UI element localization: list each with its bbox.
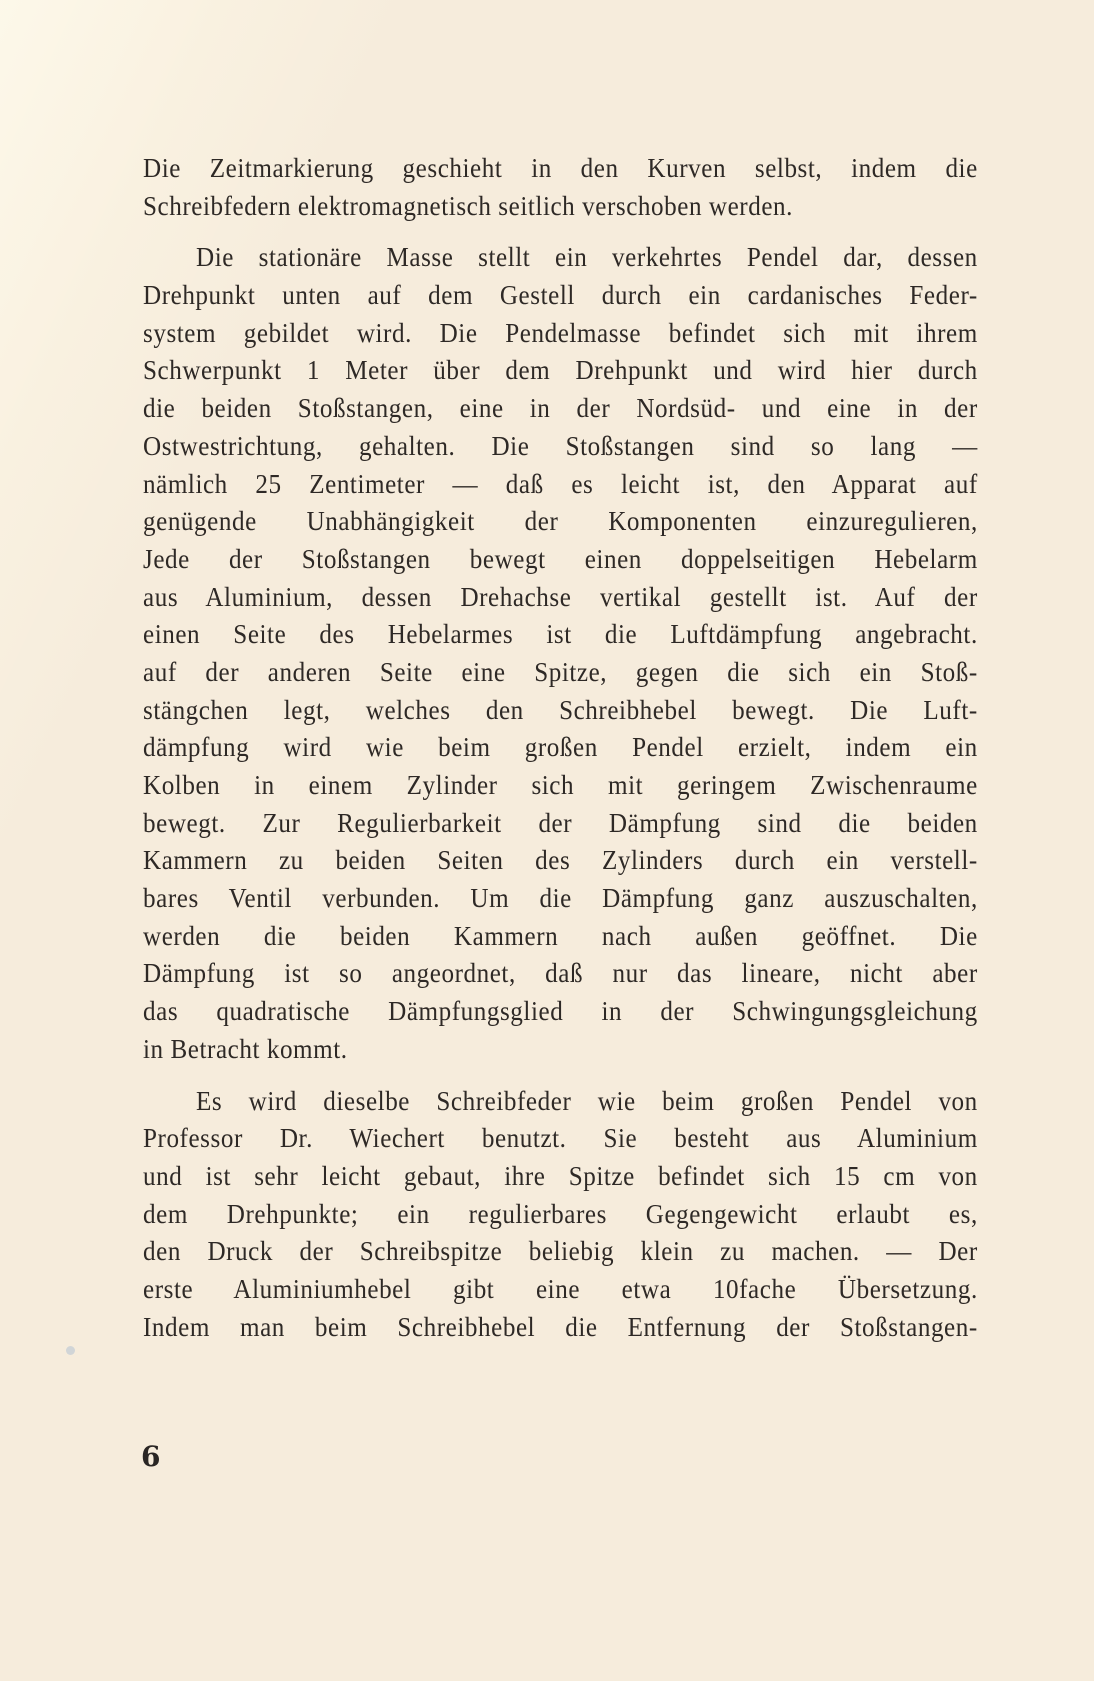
text-line: genügende Unabhängigkeit der Komponenten einzuregulieren, — [143, 506, 978, 537]
text-line: den Druck der Schreibspitze beliebig klein zu machen. — Der — [143, 1236, 978, 1267]
text-line: Schwerpunkt 1 Meter über dem Drehpunkt und wird hier durch — [143, 355, 978, 386]
paragraph-2 — [143, 239, 978, 1068]
text-line: system gebildet wird. Die Pendelmasse befindet sich mit ihrem — [143, 317, 978, 348]
text-line: Kolben in einem Zylinder sich mit geringem Zwischenraume — [143, 770, 978, 800]
text-line: Ostwestrichtung, gehalten. Die Stoßstangen sind so lang — — [143, 430, 978, 461]
paragraph-3 — [143, 1083, 978, 1347]
text-line: Dämpfung ist so angeordnet, daß nur das lineare, nicht aber — [143, 958, 978, 989]
text-line: dämpfung wird wie beim großen Pendel erzielt, indem ein — [143, 732, 978, 763]
text-line: Professor Dr. Wiechert benutzt. Sie besteht aus Aluminium — [143, 1123, 978, 1154]
text-line: nämlich 25 Zentimeter — daß es leicht ist, den Apparat auf — [143, 468, 978, 499]
text-line: erste Aluminiumhebel gibt eine etwa 10fache Übersetzung. — [143, 1273, 978, 1304]
text-line: bares Ventil verbunden. Um die Dämpfung ganz auszuschalten, — [143, 883, 978, 914]
paper-blemish — [66, 1346, 75, 1355]
text-line: stängchen legt, welches den Schreibhebel bewegt. Die Luft- — [143, 694, 978, 725]
paragraph-1 — [143, 150, 978, 225]
text-line: einen Seite des Hebelarmes ist die Luftdämpfung angebracht. — [143, 619, 978, 650]
text-line: Kammern zu beiden Seiten des Zylinders durch ein verstell- — [143, 845, 978, 876]
text-line: aus Aluminium, dessen Drehachse vertikal gestellt ist. Auf der — [143, 581, 978, 612]
text-line: dem Drehpunkte; ein regulierbares Gegengewicht erlaubt es, — [143, 1198, 978, 1229]
text-line: Schreibfedern elektromagnetisch seitlich verschoben werden. — [143, 190, 793, 221]
text-line: Die stationäre Masse stellt ein verkehrtes Pendel dar, dessen — [196, 242, 978, 273]
text-line: Indem man beim Schreibhebel die Entfernung der Stoßstangen- — [143, 1311, 978, 1342]
text-line: Die Zeitmarkierung geschieht in den Kurven selbst, indem die — [143, 153, 978, 183]
page-number: 6 — [141, 1440, 161, 1473]
text-line: das quadratische Dämpfungsglied in der Schwingungsgleichung — [143, 996, 978, 1027]
text-line: auf der anderen Seite eine Spitze, gegen die sich ein Stoß- — [143, 656, 978, 687]
text-line: werden die beiden Kammern nach außen geöffnet. Die — [143, 920, 978, 951]
text-line: und ist sehr leicht gebaut, ihre Spitze befindet sich 15 cm von — [143, 1160, 978, 1191]
text-line: Jede der Stoßstangen bewegt einen doppelseitigen Hebelarm — [143, 543, 978, 574]
text-line: die beiden Stoßstangen, eine in der Nordsüd- und eine in der — [143, 393, 978, 424]
text-line: Es wird dieselbe Schreibfeder wie beim großen Pendel von — [196, 1085, 978, 1116]
body-text — [143, 150, 978, 1346]
text-line: in Betracht kommt. — [143, 1033, 348, 1064]
text-line: Drehpunkt unten auf dem Gestell durch ein cardanisches Feder- — [143, 280, 978, 311]
text-line: bewegt. Zur Regulierbarkeit der Dämpfung sind die beiden — [143, 807, 978, 838]
